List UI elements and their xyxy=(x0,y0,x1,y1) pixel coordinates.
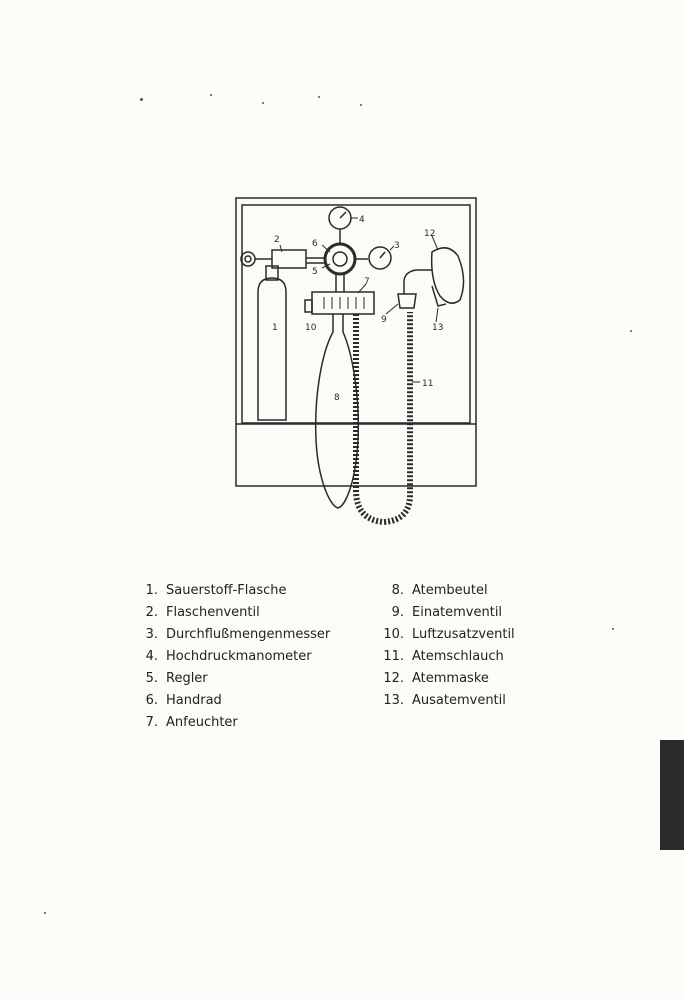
exhalation-valve xyxy=(432,286,446,306)
callout-12: 12 xyxy=(424,229,436,239)
scan-speck xyxy=(210,94,212,96)
legend-item: 3. Durchflußmengenmesser xyxy=(145,627,331,642)
legend-item: 6. Handrad xyxy=(145,693,222,708)
callout-2: 2 xyxy=(274,235,280,245)
callout-4: 4 xyxy=(359,215,365,225)
inhalation-valve xyxy=(398,294,416,308)
callout-7: 7 xyxy=(364,277,370,287)
humidifier xyxy=(312,292,374,314)
callout-10: 10 xyxy=(305,323,317,333)
scan-speck xyxy=(612,628,614,630)
callout-1: 1 xyxy=(272,323,278,333)
callout-5: 5 xyxy=(312,267,318,277)
callout-6: 6 xyxy=(312,239,318,249)
legend-left-column xyxy=(128,580,330,734)
legend-item: 2. Flaschenventil xyxy=(145,605,260,620)
oxygen-cylinder xyxy=(258,278,286,420)
handwheel xyxy=(333,252,347,266)
legend-item: 7. Anfeuchter xyxy=(145,715,238,730)
scan-speck xyxy=(630,330,632,332)
legend-item: 5. Regler xyxy=(145,671,208,686)
callout-11: 11 xyxy=(422,379,434,389)
scan-speck xyxy=(318,96,320,98)
cylinder-valve-wheel xyxy=(241,252,255,266)
breathing-bag xyxy=(316,314,359,508)
air-admission-valve xyxy=(305,300,312,312)
scan-speck xyxy=(140,98,143,101)
legend-right-column xyxy=(374,580,515,712)
callout-13: 13 xyxy=(432,323,444,333)
regulator xyxy=(325,244,355,274)
scan-speck xyxy=(262,102,264,104)
legend-item: 11. Atemschlauch xyxy=(383,649,504,664)
legend-item: 12. Atemmaske xyxy=(383,671,489,686)
legend-item: 1. Sauerstoff-Flasche xyxy=(145,583,287,598)
legend-item: 4. Hochdruckmanometer xyxy=(145,649,312,664)
legend-item: 10. Luftzusatzventil xyxy=(383,627,515,642)
callout-3: 3 xyxy=(394,241,400,251)
breathing-hose xyxy=(356,312,410,522)
callout-8: 8 xyxy=(334,393,340,403)
legend-item: 8. Atembeutel xyxy=(391,583,488,598)
scan-speck xyxy=(44,912,46,914)
callout-9: 9 xyxy=(381,315,387,325)
scan-speck xyxy=(360,104,362,106)
breathing-mask xyxy=(432,248,464,303)
legend-item: 13. Ausatemventil xyxy=(383,693,506,708)
page-edge-tab-marker xyxy=(660,740,684,850)
legend-item: 9. Einatemventil xyxy=(391,605,503,620)
